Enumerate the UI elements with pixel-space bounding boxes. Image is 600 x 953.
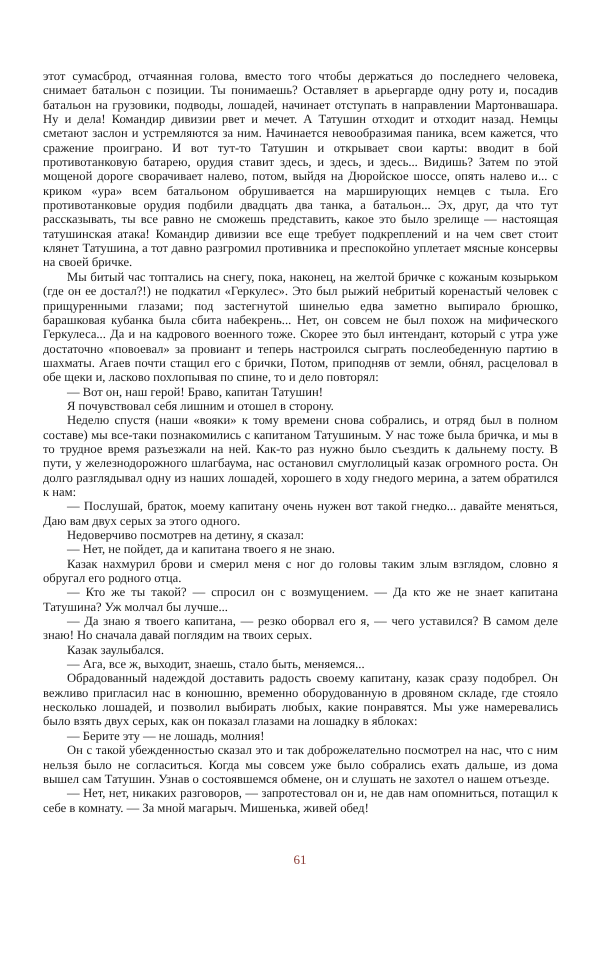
paragraph: Обрадованный надеждой доставить радость своему капитану, казак сразу подобрел. Он вежливо пригласил нас в конюшню, временно оборудованную в дровяном складе, где стояло несколько лошадей, и позволил выбирать любых, какие понравятся. Мы уже намеревались было взять двух серых, как он показал глазами на лошадку в яблоках: (43, 671, 558, 729)
paragraph: Он с такой убежденностью сказал это и так доброжелательно посмотрел на нас, что с ним нельзя было не согласиться. Когда мы совсем уже было собрались ехать дальше, из дома вышел сам Татушин. Узнав о состоявшемся обмене, он и слушать не захотел о нашем отъезде. (43, 743, 558, 786)
paragraph: — Берите эту — не лошадь, молния! (67, 728, 265, 743)
paragraph: Недоверчиво посмотрев на детину, я сказал: (67, 528, 305, 542)
body-text (43, 69, 558, 815)
paragraph: Мы битый час топтались на снегу, пока, наконец, на желтой бричке с кожаным козырьком (где он ее достал?!) не подкатил «Геркулес». Это был рыжий небритый коренастый человек с прищуренными глазами; под застегнутой шинелью едва заметно выпирало брюшко, барашковая кубанка была сбита набекрень... Нет, он совсем не был похож на мифического Геркулеса... Да и на кадрового военного тоже. Скорее это был интендант, который с утра уже достаточно «повоевал» за провиант и теперь настроился сыграть послеобеденную партию в шахматы. Агаев почти стащил его с брички, Потом, приподняв от земли, обнял, расцеловал в обе щеки и, ласково похлопывая по спине, то и дело повторял: (43, 269, 558, 385)
paragraph: — Вот он, наш герой! Браво, капитан Татушин! (67, 384, 323, 399)
paragraph: Казак заулыбался. (67, 642, 164, 657)
paragraph: — Нет, не пойдет, да и капитана твоего я не знаю. (67, 542, 335, 557)
paragraph: — Послушай, браток, моему капитану очень нужен вот такой гнедко... давайте меняться, Даю вам двух серых за этого одного. (43, 499, 558, 528)
paragraph: — Кто же ты такой? — спросил он с возмущением. — Да кто же не знает капитана Татушина? Уж молчал бы лучше... (43, 585, 558, 614)
paragraph: Неделю спустя (наши «вояки» к тому времени снова собрались, и отряд был в полном составе) мы все-таки познакомились с капитаном Татушиным. У нас тоже была бричка, и мы в то трудное время разъезжали на ней. Как-то раз нужно было съездить к дальнему посту. В пути, у железнодорожного шлагбаума, нас остановил смуглолицый казак огромного роста. Он долго разглядывал одну из наших лошадей, хорошего в ходу гнедого мерина, а затем обратился к нам: (43, 413, 558, 499)
page-number: 61 (293, 852, 307, 867)
paragraph: — Нет, нет, никаких разговоров, — запротестовал он и, не дав нам опомниться, потащил к себе в комнату. — За мной магарыч. Мишенька, живей обед! (43, 786, 558, 815)
paragraph: — Да знаю я твоего капитана, — резко оборвал его я, — чего уставился? В самом деле знаю! Но сначала давай поглядим на твоих серых. (43, 614, 558, 643)
paragraph: Казак нахмурил брови и смерил меня с ног до головы таким злым взглядом, словно я обругал его родного отца. (43, 556, 558, 586)
paragraph: Я почувствовал себя лишним и отошел в сторону. (67, 398, 334, 413)
paragraph: — Ага, все ж, выходит, знаешь, стало быть, меняемся... (67, 657, 365, 672)
paragraph: этот сумасброд, отчаянная голова, вместо того чтобы держаться до последнего человека, снимает батальон с позиции. Ты понимаешь? Оставляет в арьергарде одну роту и, посадив батальон на грузовики, подводы, лошадей, начинает отступать в направлении Мартонвашара. Ну и дела! Командир дивизии рвет и мечет. А Татушин отходит и отходит назад. Немцы сметают заслон и устремляются за ним. Начинается невообразимая паника, всем кажется, что сражение проиграно. И вот тут-то Татушин и открывает свои карты: вводит в бой противотанковую батарею, орудия ставит здесь, и здесь, и здесь... Видишь? Затем по этой мощеной дороге сворачивает налево, потом, выйдя на Дюройское шоссе, опять налево и... с криком «ура» всем батальоном обрушивается на марширующих немцев с тыла. Его противотанковые орудия подбили двадцать два танка, а батальон... Эх, друг, да что тут рассказывать, ты все равно не сможешь представить, какое это было зрелище — настоящая татушинская атака! Командир дивизии все еще требует подкреплений и на чем свет стоит клянет Татушина, а тот давно разгромил противника и преспокойно уплетает мясные консервы на своей бричке. (43, 69, 558, 270)
